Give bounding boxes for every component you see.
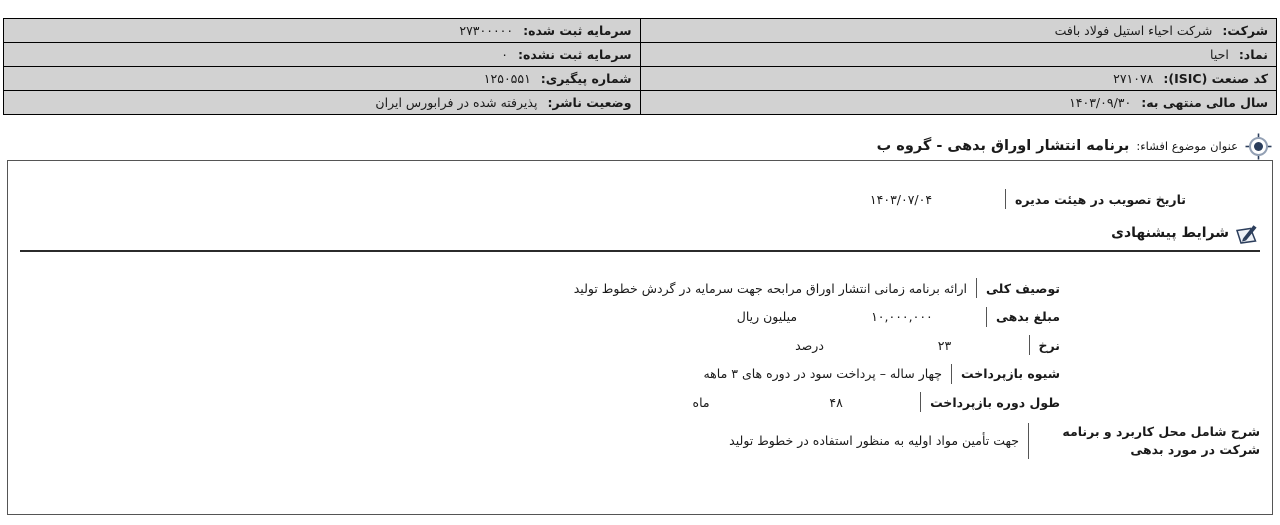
table-row: [4, 91, 1277, 115]
term-value: چهار ساله – پرداخت سود در دوره های ۳ ماهه: [703, 366, 943, 382]
term-row-rate: [8, 331, 1060, 360]
terms-list: [8, 274, 1060, 417]
term-label: شیوه بازپرداخت: [961, 366, 1060, 382]
separator: [1028, 423, 1029, 459]
subject-title: برنامه انتشار اوراق بدهی - گروه ب: [876, 138, 1130, 154]
term-row-repayment-period: [8, 388, 1060, 417]
company-cell: [640, 19, 1277, 43]
proposed-terms-title: شرایط پیشنهادی: [1111, 225, 1229, 241]
separator: [951, 364, 952, 384]
usage-label: شرح شامل محل کاربرد و برنامه شرکت در مورد بدهی: [1062, 423, 1260, 457]
isic-cell: [640, 67, 1277, 91]
issuer-status-label: وضعیت ناشر:: [547, 95, 632, 110]
approval-date-value: ۱۴۰۳/۰۷/۰۴: [869, 191, 933, 207]
target-icon: [1245, 133, 1272, 160]
symbol-label: نماد:: [1238, 47, 1268, 62]
term-value: ۱۰,۰۰۰,۰۰۰: [871, 309, 933, 325]
term-value: ارائه برنامه زمانی انتشار اوراق مرابحه جهت سرمایه در گردش خطوط تولید: [573, 280, 968, 296]
table-row: [4, 19, 1277, 43]
proposed-terms-heading: [8, 222, 1259, 244]
symbol-cell: [640, 43, 1277, 67]
term-unit: میلیون ریال: [736, 309, 798, 325]
separator: [920, 392, 921, 412]
unregistered-capital-value: ۰: [501, 47, 508, 62]
registered-capital-value: ۲۷۳۰۰۰۰۰: [459, 23, 514, 38]
issuer-status-value: پذیرفته شده در فرابورس ایران: [375, 95, 538, 110]
separator: [1005, 189, 1006, 209]
unregistered-capital-label: سرمایه ثبت نشده:: [517, 47, 632, 62]
separator: [1029, 335, 1030, 355]
company-value: شرکت احیاء استیل فولاد بافت: [1054, 23, 1213, 38]
term-row-general-description: [8, 274, 1060, 303]
issuer-status-cell: [4, 91, 641, 115]
symbol-value: احیا: [1210, 47, 1229, 62]
company-info-table: [3, 18, 1277, 115]
table-row: [4, 67, 1277, 91]
approval-date-row: [8, 189, 1186, 209]
note-pencil-icon: [1235, 222, 1259, 244]
tracking-number-value: ۱۲۵۰۵۵۱: [483, 71, 531, 86]
disclosure-subject: [877, 130, 1272, 162]
unregistered-capital-cell: [4, 43, 641, 67]
tracking-number-cell: [4, 67, 641, 91]
section-divider: [20, 250, 1260, 252]
usage-description-row: [8, 423, 1260, 459]
table-row: [4, 43, 1277, 67]
approval-date-label: تاریخ تصویب در هیئت مدیره: [1015, 191, 1186, 207]
term-unit: درصد: [795, 337, 824, 353]
tracking-number-label: شماره پیگیری:: [540, 71, 632, 86]
isic-label: کد صنعت (ISIC):: [1163, 71, 1268, 86]
term-label: مبلغ بدهی: [995, 309, 1060, 325]
fiscal-year-label: سال مالی منتهی به:: [1141, 95, 1268, 110]
term-label: نرخ: [1038, 337, 1060, 353]
subject-prefix: عنوان موضوع افشاء:: [1136, 139, 1238, 153]
term-value: ۴۸: [829, 394, 843, 410]
fiscal-year-cell: [640, 91, 1277, 115]
company-label: شرکت:: [1222, 23, 1268, 38]
separator: [976, 278, 977, 298]
term-row-debt-amount: [8, 303, 1060, 332]
isic-value: ۲۷۱۰۷۸: [1113, 71, 1154, 86]
term-row-repayment-method: [8, 360, 1060, 389]
fiscal-year-value: ۱۴۰۳/۰۹/۳۰: [1069, 95, 1132, 110]
usage-value: جهت تأمین مواد اولیه به منظور استفاده در خطوط تولید: [729, 433, 1019, 449]
disclosure-box: [7, 160, 1273, 515]
term-unit: ماه: [692, 394, 710, 410]
term-value: ۲۳: [937, 337, 952, 353]
separator: [986, 307, 987, 327]
registered-capital-label: سرمایه ثبت شده:: [523, 23, 632, 38]
term-label: طول دوره بازپرداخت: [930, 394, 1060, 410]
registered-capital-cell: [4, 19, 641, 43]
term-label: توصیف کلی: [986, 280, 1060, 296]
